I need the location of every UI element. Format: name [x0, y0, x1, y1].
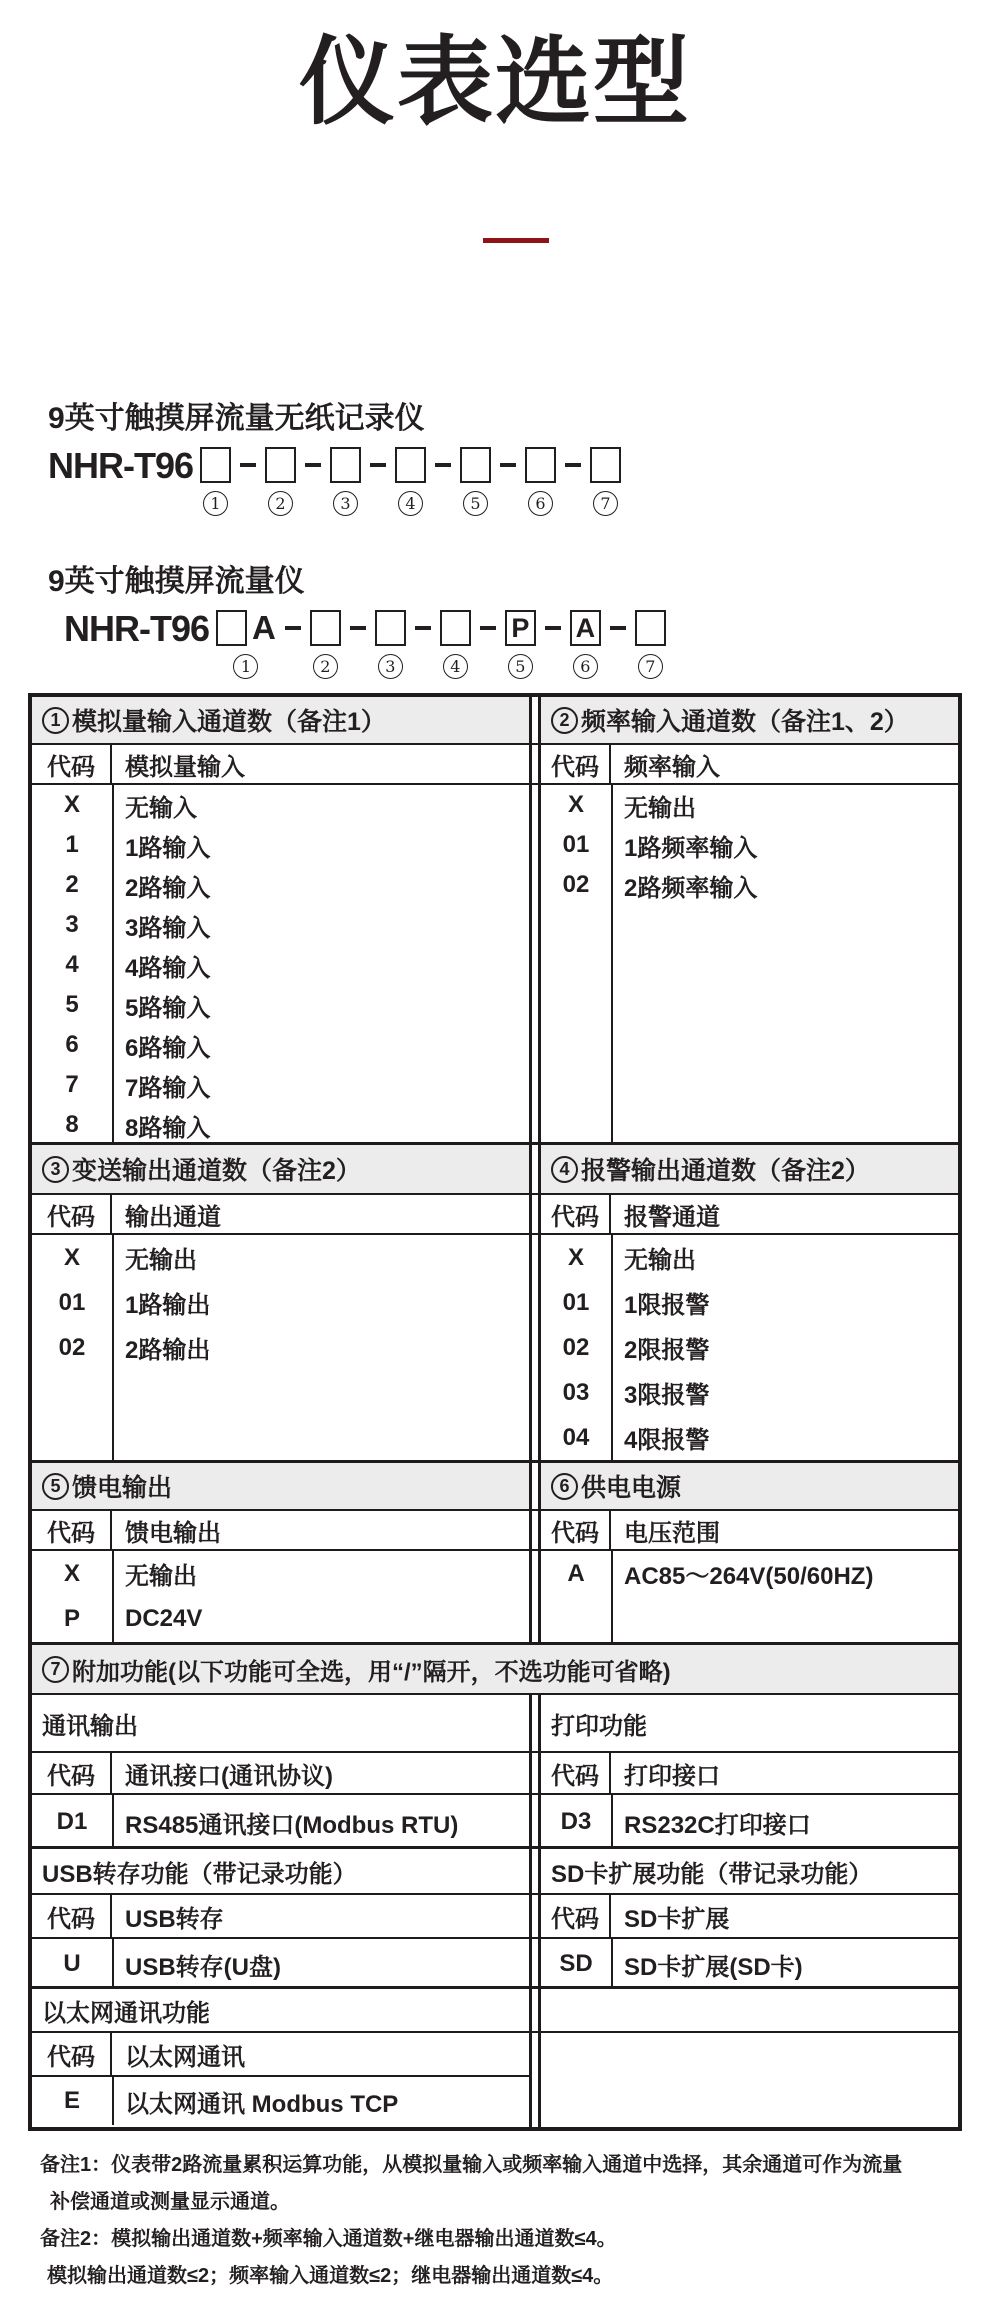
- subheader-left: [32, 745, 532, 783]
- data-row-area: [32, 1939, 958, 1989]
- table-row: [541, 825, 958, 865]
- circled-number: 2: [268, 491, 293, 516]
- label-cell: 7路输入: [125, 1074, 211, 1102]
- group-title-row: [32, 1695, 958, 1753]
- model-box: A: [570, 610, 601, 646]
- section-header-row: [32, 1463, 958, 1511]
- label-header: 模拟量输入: [125, 753, 245, 781]
- table-row: [32, 825, 529, 865]
- subheader-right: [538, 1511, 958, 1549]
- table-row: [541, 1795, 958, 1849]
- dash: [545, 626, 561, 630]
- circled-number: 3: [333, 491, 358, 516]
- model-box: [200, 447, 231, 483]
- section-3-header: [32, 1145, 532, 1193]
- dash: [610, 626, 626, 630]
- label-cell: 无输入: [125, 794, 197, 822]
- group-title-row: [32, 1849, 958, 1895]
- table-row: [541, 1939, 958, 1989]
- section-title: 报警输出通道数（备注2）: [581, 1157, 870, 1186]
- table-row: [32, 1795, 529, 1849]
- circled-number: 3: [378, 654, 403, 679]
- circled-number: 1: [203, 491, 228, 516]
- section-header-row: [32, 697, 958, 745]
- model-box: P: [505, 610, 536, 646]
- data-row-area: [32, 1795, 958, 1849]
- model-box: [635, 610, 666, 646]
- code-cell: 6: [65, 1031, 79, 1059]
- group-title-row: [32, 1989, 958, 2033]
- selection-table: [28, 693, 962, 2131]
- model-prefix: NHR-T96: [48, 445, 194, 487]
- model-box: [460, 447, 491, 483]
- code-cell: 01: [58, 1288, 86, 1316]
- code-header: 代码: [541, 1753, 611, 1793]
- code-header: 代码: [32, 1895, 112, 1937]
- section-title: 频率输入通道数（备注1、2）: [581, 708, 909, 737]
- group-title: USB转存功能（带记录功能）: [32, 1849, 532, 1893]
- code-cell: 1: [65, 831, 79, 859]
- code-header: 代码: [541, 1895, 611, 1937]
- section-title: 变送输出通道数（备注2）: [72, 1157, 361, 1186]
- model-position: [395, 447, 426, 516]
- circled-number: 4: [398, 491, 423, 516]
- model-suffix: A: [252, 609, 276, 647]
- code-cell: 01: [562, 1288, 590, 1316]
- code-cell: E: [63, 2087, 80, 2115]
- dash: [415, 626, 431, 630]
- table-row: [32, 1325, 529, 1370]
- model-position: [570, 610, 601, 679]
- subheader-left: [32, 2033, 529, 2077]
- data-left: [32, 2077, 529, 2125]
- code-cell: 02: [562, 1333, 590, 1361]
- code-cell: 8: [65, 1111, 79, 1139]
- table-row: [541, 1370, 958, 1415]
- circled-number: 3: [42, 1156, 69, 1183]
- label-header: 通讯接口(通讯协议): [125, 1762, 333, 1790]
- label-header: 打印接口: [624, 1762, 720, 1790]
- section-6-header: [538, 1463, 958, 1509]
- label-cell: USB转存(U盘): [125, 1953, 281, 1981]
- code-header: 代码: [32, 1195, 112, 1233]
- dash: [370, 463, 386, 467]
- model-prefix: NHR-T96: [64, 608, 210, 650]
- code-cell: 02: [562, 871, 590, 899]
- label-cell: 无输出: [125, 1247, 197, 1275]
- table-row: [32, 1551, 529, 1596]
- dash: [350, 626, 366, 630]
- subheader-row: [32, 1511, 958, 1551]
- page-title: 仪表选型: [299, 29, 691, 136]
- data-right: [538, 1235, 958, 1460]
- data-row-area: [32, 785, 958, 1145]
- circled-number: 2: [551, 707, 578, 734]
- model-position: [265, 447, 296, 516]
- table-row: [541, 1235, 958, 1280]
- group-body-row: [32, 2033, 958, 2127]
- subheader-row: [32, 1195, 958, 1235]
- code-cell: 4: [65, 951, 79, 979]
- data-left: [32, 1235, 532, 1460]
- label-cell: 6路输入: [125, 1034, 211, 1062]
- code-cell: 2: [65, 871, 79, 899]
- code-cell: X: [63, 1559, 80, 1587]
- model-box: [590, 447, 621, 483]
- code-header: 代码: [541, 745, 611, 783]
- circled-number: 1: [42, 707, 69, 734]
- model-box: [440, 610, 471, 646]
- table-row: [541, 865, 958, 905]
- note-line: 备注1：仪表带2路流量累积运算功能，从模拟量输入或频率输入通道中选择，其余通道可作为流量: [40, 2154, 903, 2177]
- section-header-row: [32, 1145, 958, 1195]
- code-cell: A: [567, 1559, 585, 1587]
- table-row: [32, 905, 529, 945]
- section-title: 馈电输出: [72, 1474, 173, 1503]
- subheader-row: [32, 745, 958, 785]
- model-position: [375, 610, 406, 679]
- label-cell: 2限报警: [624, 1337, 710, 1365]
- subheader-left: [32, 1511, 532, 1549]
- label-cell: 2路输出: [125, 1337, 211, 1365]
- group-body-left: [32, 2033, 532, 2127]
- data-row-area: [32, 1551, 958, 1645]
- label-cell: SD卡扩展(SD卡): [624, 1953, 803, 1981]
- table-row: [32, 1025, 529, 1065]
- group-title: 打印功能: [538, 1695, 958, 1751]
- section-1-header: [32, 697, 532, 743]
- table-row: [32, 1105, 529, 1145]
- circled-number: 6: [528, 491, 553, 516]
- model-position: [505, 610, 536, 679]
- circled-number: 7: [42, 1656, 69, 1683]
- code-header: 代码: [32, 745, 112, 783]
- code-cell: 03: [562, 1378, 590, 1406]
- data-right: [538, 1551, 958, 1642]
- code-header: 代码: [541, 1511, 611, 1549]
- code-cell: 04: [562, 1423, 590, 1451]
- code-cell: X: [63, 791, 80, 819]
- section-5-header: [32, 1463, 532, 1509]
- section-title: 附加功能(以下功能可全选，用“/”隔开，不选功能可省略): [72, 1658, 671, 1686]
- label-cell: 1路频率输入: [624, 834, 758, 862]
- model-position: [310, 610, 341, 679]
- model-box: [525, 447, 556, 483]
- table-row: [32, 785, 529, 825]
- table-row: [32, 1280, 529, 1325]
- table-row: [32, 2077, 529, 2125]
- data-right: [538, 1795, 958, 1849]
- code-cell: U: [63, 1950, 81, 1978]
- model-box: [375, 610, 406, 646]
- model-1-code-row: [48, 447, 990, 516]
- circled-number: 7: [593, 491, 618, 516]
- table-row: [541, 1551, 958, 1596]
- section-title: 模拟量输入通道数（备注1）: [72, 708, 386, 737]
- table-row: [32, 1065, 529, 1105]
- label-cell: AC85～264V(50/60HZ): [624, 1563, 874, 1591]
- dash: [305, 463, 321, 467]
- group-title: 以太网通讯功能: [32, 1989, 532, 2031]
- code-header: 代码: [32, 2033, 112, 2075]
- dash: [435, 463, 451, 467]
- label-cell: DC24V: [125, 1604, 203, 1632]
- circled-number: 5: [508, 654, 533, 679]
- label-cell: 无输出: [624, 794, 696, 822]
- note-line: 模拟输出通道数≤2；频率输入通道数≤2；继电器输出通道数≤4。: [47, 2265, 614, 2288]
- label-header: 以太网通讯: [125, 2043, 245, 2071]
- circled-number: 1: [233, 654, 258, 679]
- empty-cell: [538, 2033, 958, 2127]
- table-row: [32, 945, 529, 985]
- table-row: [32, 1235, 529, 1280]
- table-row: [541, 1325, 958, 1370]
- circled-number: 2: [313, 654, 338, 679]
- subheader-right: [538, 745, 958, 783]
- table-row: [32, 985, 529, 1025]
- footnotes: [40, 2147, 950, 2295]
- subheader-row: [32, 1895, 958, 1939]
- table-row: [32, 1939, 529, 1989]
- section-7-header: [32, 1645, 958, 1693]
- label-cell: 8路输入: [125, 1114, 211, 1142]
- model-position: [440, 610, 471, 679]
- model-position: [200, 447, 231, 516]
- circled-number: 6: [551, 1473, 578, 1500]
- section-2-header: [538, 697, 958, 743]
- label-header: 输出通道: [125, 1203, 221, 1231]
- model-box: [265, 447, 296, 483]
- label-cell: 4限报警: [624, 1427, 710, 1455]
- subheader-left: [32, 1195, 532, 1233]
- dash: [480, 626, 496, 630]
- data-left: [32, 785, 532, 1145]
- label-header: SD卡扩展: [624, 1905, 730, 1933]
- code-cell: X: [63, 1243, 80, 1271]
- label-cell: 1路输入: [125, 834, 211, 862]
- circled-number: 4: [443, 654, 468, 679]
- subheader-left: [32, 1895, 532, 1937]
- label-cell: 4路输入: [125, 954, 211, 982]
- code-cell: SD: [559, 1950, 593, 1978]
- label-header: 馈电输出: [125, 1519, 221, 1547]
- code-cell: 3: [65, 911, 79, 939]
- note-line: 补偿通道或测量显示通道。: [50, 2191, 290, 2214]
- data-right: [538, 785, 958, 1145]
- table-row: [32, 1596, 529, 1641]
- model-box: [395, 447, 426, 483]
- model-1-label: 9英寸触摸屏流量无纸记录仪: [48, 402, 425, 436]
- circled-number: 4: [551, 1156, 578, 1183]
- data-left: [32, 1939, 532, 1989]
- code-cell: X: [567, 1243, 584, 1271]
- table-row: [541, 785, 958, 825]
- label-cell: RS232C打印接口: [624, 1811, 811, 1839]
- model-2-code-row: [64, 610, 990, 679]
- data-left: [32, 1551, 532, 1642]
- group-title: 通讯输出: [32, 1695, 532, 1751]
- data-row-area: [32, 1235, 958, 1463]
- dash: [240, 463, 256, 467]
- circled-number: 5: [463, 491, 488, 516]
- label-cell: 1路输出: [125, 1292, 211, 1320]
- table-row: [32, 865, 529, 905]
- label-cell: 3路输入: [125, 914, 211, 942]
- model-position: [635, 610, 666, 679]
- group-title: SD卡扩展功能（带记录功能）: [538, 1849, 958, 1893]
- subheader-row: [32, 1753, 958, 1795]
- section-4-header: [538, 1145, 958, 1193]
- model-box: [330, 447, 361, 483]
- section-7-header-row: [32, 1645, 958, 1695]
- model-position: [216, 610, 276, 679]
- code-cell: 5: [65, 991, 79, 1019]
- label-cell: 3限报警: [624, 1382, 710, 1410]
- subheader-left: [32, 1753, 532, 1793]
- code-header: 代码: [32, 1511, 112, 1549]
- model-position: [590, 447, 621, 516]
- code-cell: 7: [65, 1071, 79, 1099]
- code-header: 代码: [541, 1195, 611, 1233]
- label-header: 电压范围: [624, 1519, 720, 1547]
- table-row: [541, 1415, 958, 1460]
- label-cell: 以太网通讯 Modbus TCP: [125, 2090, 399, 2118]
- title-divider: [483, 238, 549, 243]
- code-cell: P: [63, 1604, 80, 1632]
- label-cell: 2路输入: [125, 874, 211, 902]
- model-box: [216, 610, 247, 646]
- label-cell: 5路输入: [125, 994, 211, 1022]
- dash: [565, 463, 581, 467]
- label-cell: 1限报警: [624, 1292, 710, 1320]
- label-cell: 无输出: [624, 1247, 696, 1275]
- model-position: [330, 447, 361, 516]
- label-header: 报警通道: [624, 1203, 720, 1231]
- label-cell: RS485通讯接口(Modbus RTU): [125, 1811, 459, 1839]
- label-header: USB转存: [125, 1905, 224, 1933]
- code-cell: D1: [56, 1808, 88, 1836]
- code-cell: D3: [560, 1808, 592, 1836]
- label-header: 频率输入: [624, 753, 720, 781]
- data-right: [538, 1939, 958, 1989]
- code-cell: X: [567, 791, 584, 819]
- table-row: [541, 1280, 958, 1325]
- note-line: 备注2：模拟输出通道数+频率输入通道数+继电器输出通道数≤4。: [40, 2228, 617, 2251]
- dash: [285, 626, 301, 630]
- model-box: [310, 610, 341, 646]
- label-cell: 2路频率输入: [624, 874, 758, 902]
- circled-number: 7: [638, 654, 663, 679]
- code-header: 代码: [32, 1753, 112, 1793]
- subheader-right: [538, 1895, 958, 1937]
- model-position: [525, 447, 556, 516]
- code-cell: 01: [562, 831, 590, 859]
- label-cell: 无输出: [125, 1563, 197, 1591]
- section-title: 供电电源: [581, 1474, 682, 1503]
- dash: [500, 463, 516, 467]
- model-2-label: 9英寸触摸屏流量仪: [48, 565, 305, 599]
- subheader-right: [538, 1753, 958, 1793]
- circled-number: 6: [573, 654, 598, 679]
- circled-number: 5: [42, 1473, 69, 1500]
- model-position: [460, 447, 491, 516]
- data-left: [32, 1795, 532, 1849]
- empty-cell: [538, 1989, 958, 2031]
- subheader-right: [538, 1195, 958, 1233]
- code-cell: 02: [58, 1333, 86, 1361]
